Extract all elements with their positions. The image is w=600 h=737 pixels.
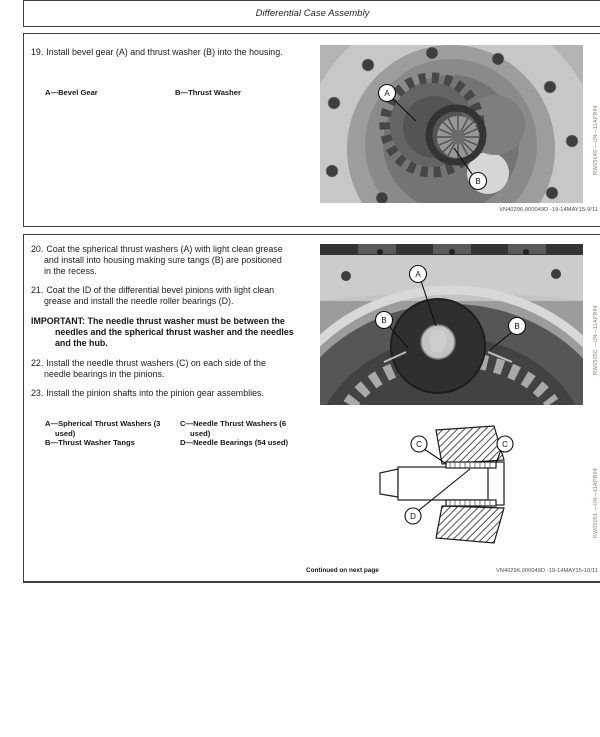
callout-marker-b-right [509, 318, 526, 335]
step-23 [31, 388, 283, 399]
photo-artwork-housing [320, 45, 583, 203]
step-21 [31, 285, 283, 307]
svg-text:C: C [416, 440, 422, 449]
pinion-shaft [398, 467, 490, 500]
step-19 [31, 47, 283, 58]
header-box [23, 0, 600, 27]
callout-marker-a [379, 85, 396, 102]
svg-text:D: D [410, 512, 416, 521]
important-label: IMPORTANT: [31, 316, 86, 326]
figure-thrust-washer-photo [320, 244, 583, 405]
section-19-text-column [31, 47, 283, 66]
legend-needle-thrust-washers: C—Needle Thrust Washers (6 used) [180, 419, 287, 438]
spherical-washer [391, 299, 485, 393]
legend-thrust-washer: B—Thrust Washer [175, 88, 241, 97]
svg-text:B: B [381, 316, 387, 325]
figure-bevel-gear-photo [320, 45, 583, 203]
upper-bevel-gear [436, 426, 504, 464]
figure3-id-code: RW05051 —UN—11APR94 [593, 468, 599, 538]
svg-text:B: B [475, 177, 481, 186]
shaft-end [380, 469, 398, 497]
callout-marker-d [405, 508, 421, 524]
callout-marker-c-right [497, 436, 513, 452]
step-text: Coat the spherical thrust washers (A) with light clean grease and install into housing making sure tangs (B) are positioned in the recess. [44, 244, 283, 276]
step-text: Install the pinion shafts into the pinion gear assemblies. [46, 388, 264, 398]
callout-marker-b-left [376, 312, 393, 329]
legend-spherical-thrust-washers: A—Spherical Thrust Washers (3 used) [45, 419, 161, 438]
lower-bevel-gear [436, 506, 504, 543]
callout-marker-c-left [411, 436, 427, 452]
step-text: Install bevel gear (A) and thrust washer (B) into the housing. [46, 47, 283, 57]
legend-needle-bearings: D—Needle Bearings (54 used) [180, 438, 289, 447]
continued-on-next-page: Continued on next page [306, 567, 379, 574]
svg-text:A: A [415, 270, 421, 279]
svg-text:A: A [384, 89, 390, 98]
step-20 [31, 244, 283, 277]
important-note [31, 316, 303, 349]
section1-footer-code: VN40296,000049D -19-14MAY15-9/11 [499, 207, 598, 213]
legend-bevel-gear: A—Bevel Gear [45, 88, 98, 97]
splined-hub [437, 116, 479, 158]
step-22 [31, 358, 283, 380]
needle-bearing-upper [446, 462, 496, 468]
page-title: Differential Case Assembly [255, 8, 370, 19]
figure1-id-code: RW05049 —UN—11APR94 [593, 105, 599, 175]
drawing-artwork [380, 426, 504, 543]
important-text: The needle thrust washer must be between the needles and the spherical thrust washer and the needles and the hub. [55, 316, 294, 348]
step-text: Coat the ID of the differential bevel pinions with light clean grease and install the needle roller bearings (D). [44, 285, 275, 306]
callout-marker-a [410, 266, 427, 283]
figure-pinion-drawing [370, 424, 535, 549]
svg-text:C: C [502, 440, 508, 449]
section-20-23-text-column [31, 244, 294, 407]
photo-artwork-housing2 [320, 244, 583, 405]
figure2-id-code: RW05050 —UN—11APR94 [593, 305, 599, 375]
svg-text:B: B [514, 322, 520, 331]
legend-thrust-washer-tangs: B—Thrust Washer Tangs [45, 438, 135, 447]
step-text: Install the needle thrust washers (C) on each side of the needle bearings in the pinions. [44, 358, 266, 379]
callout-marker-b [470, 173, 487, 190]
step-number: 19. [31, 47, 44, 57]
step-number: 22. [31, 358, 44, 368]
step-number: 20. [31, 244, 44, 254]
needle-bearing-lower [446, 500, 496, 506]
section2-footer-code: VN40296,000049D -19-14MAY15-10/11 [496, 568, 598, 574]
step-number: 23. [31, 388, 44, 398]
step-number: 21. [31, 285, 44, 295]
